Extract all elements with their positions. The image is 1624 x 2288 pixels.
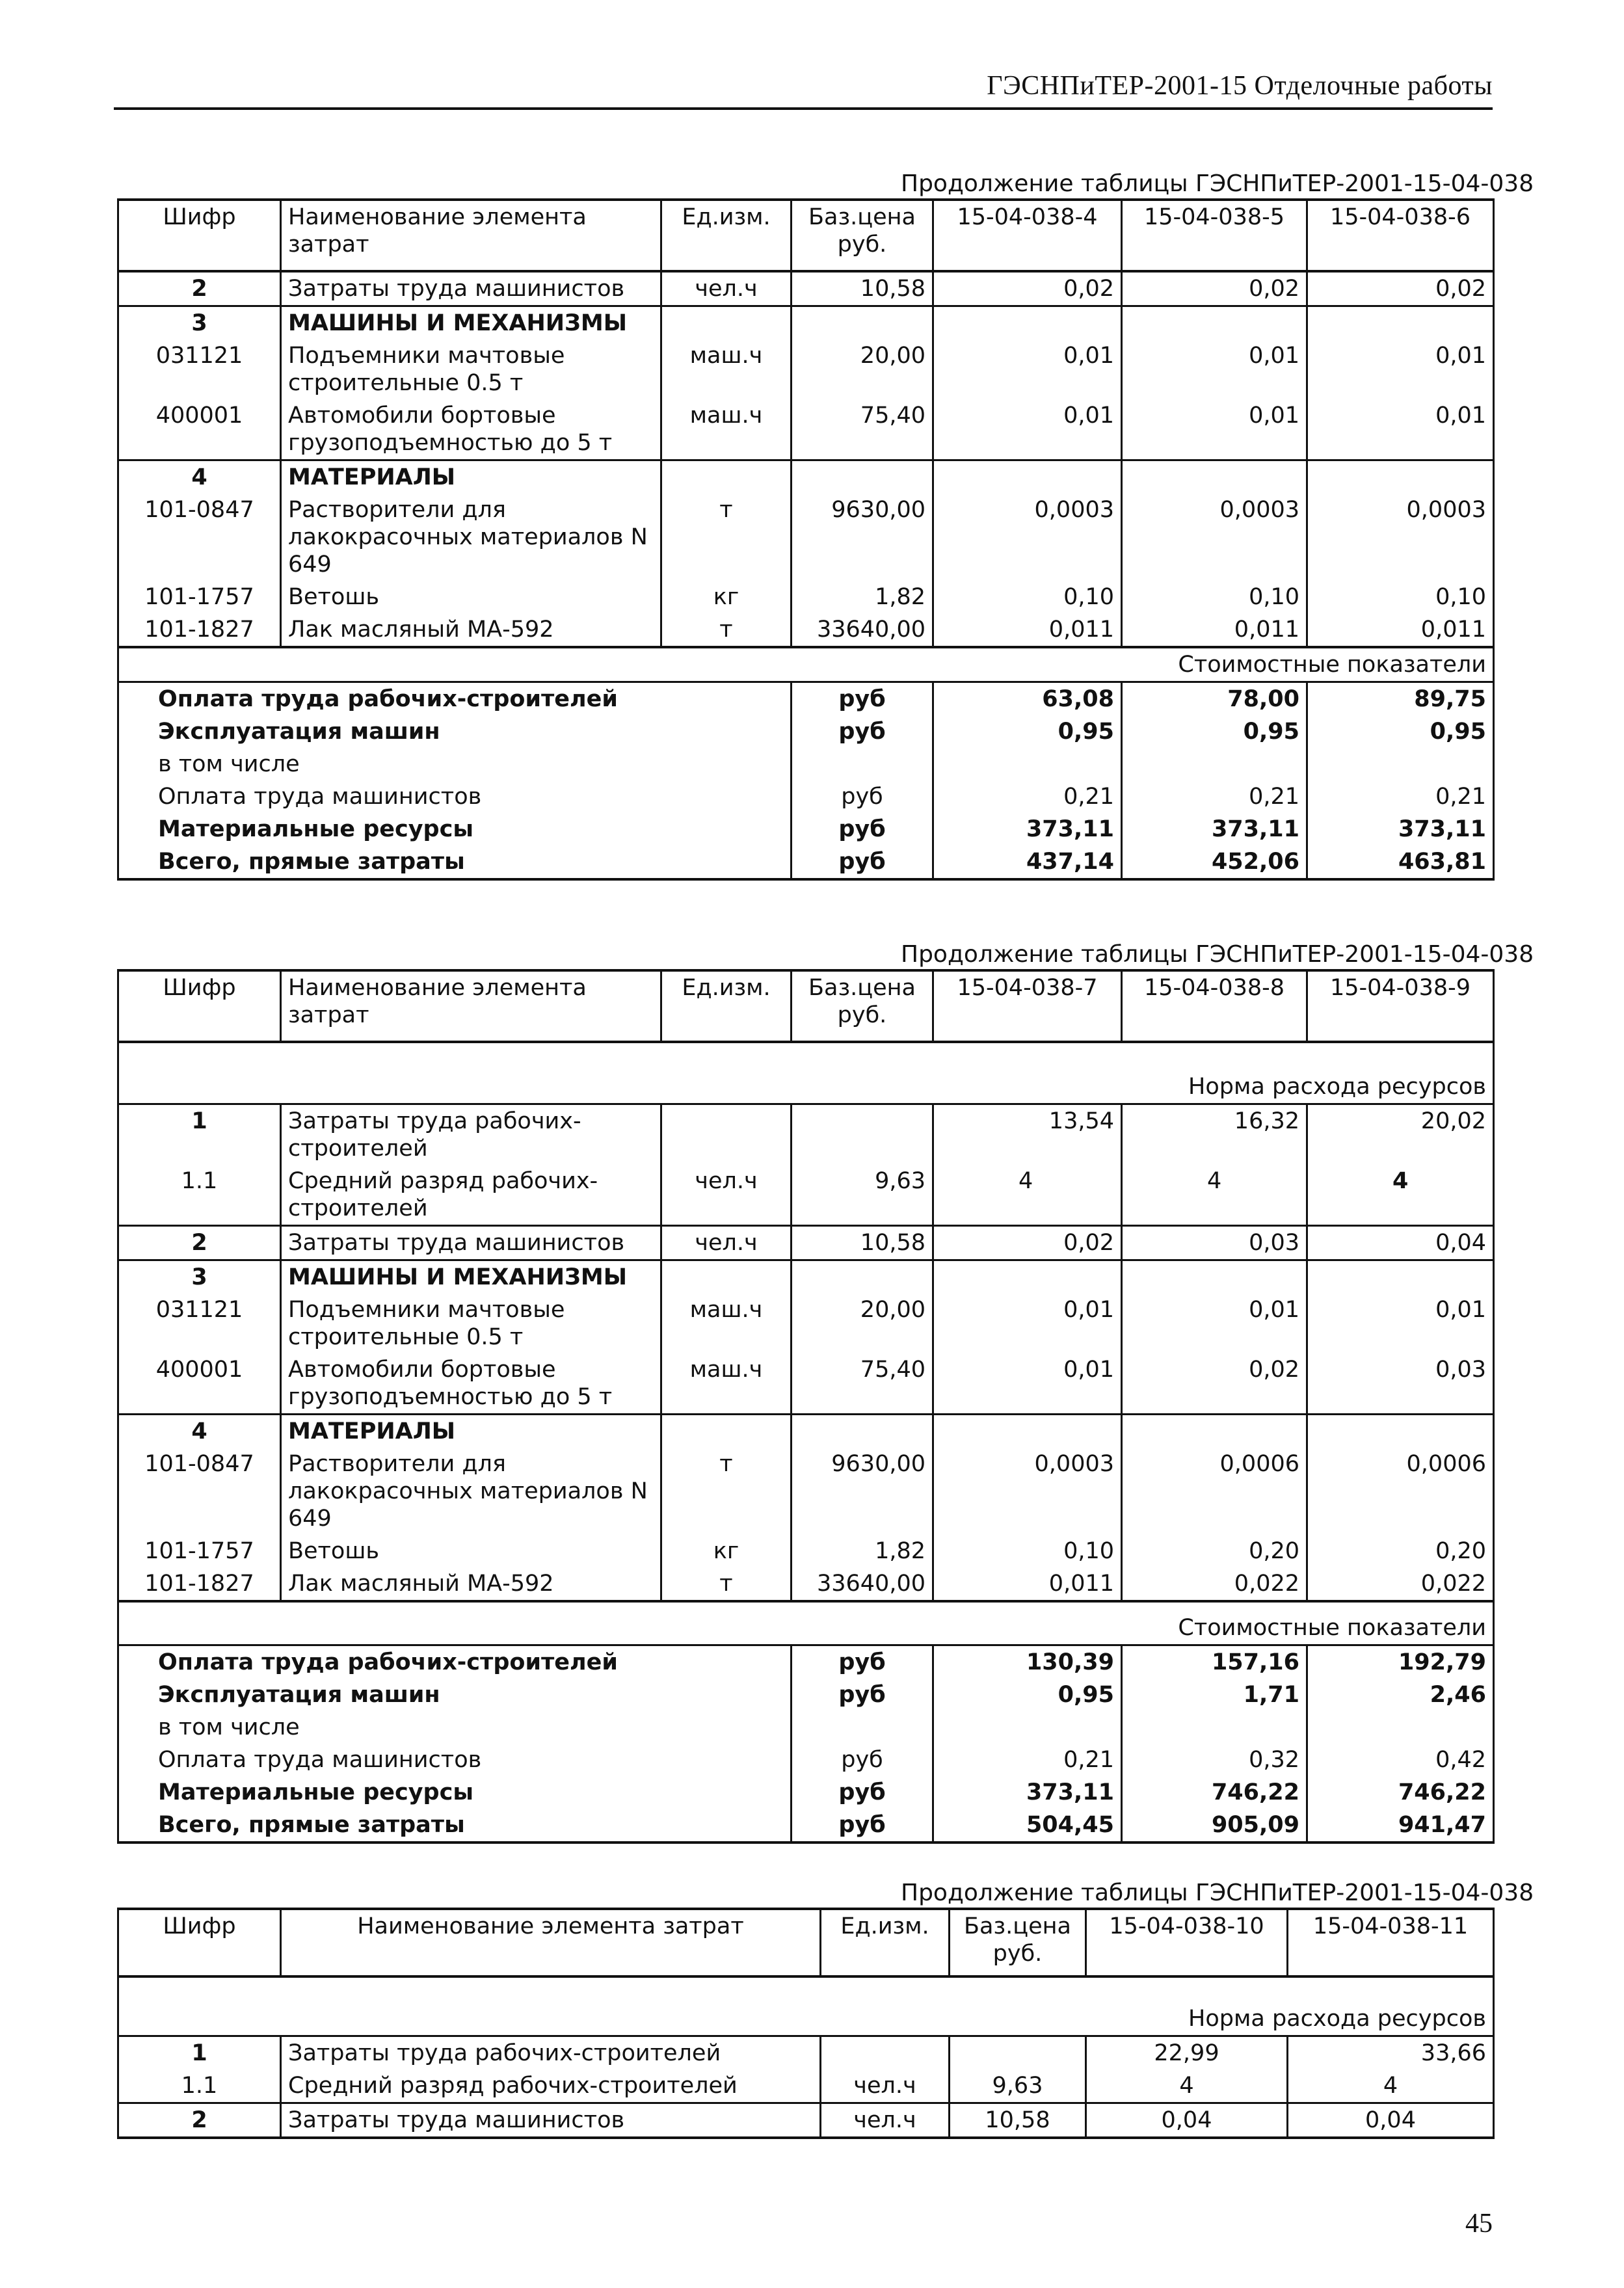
norms-table-2 [117,969,1495,1844]
cost-value: 905,09 [1122,1809,1307,1842]
row-value: 0,0003 [933,1448,1122,1535]
cost-label: Материальные ресурсы [118,1776,792,1809]
row-code: 2 [118,2103,281,2138]
row-code: 3 [118,1260,281,1294]
row-value: 0,02 [1122,1353,1307,1415]
table-row [118,613,1494,647]
cost-value: 0,21 [933,780,1122,813]
table-row [118,1415,1494,1448]
table-row [118,1353,1494,1415]
row-value: 33,66 [1288,2036,1494,2070]
row-value: 0,02 [933,271,1122,306]
row-code: 1.1 [118,1165,281,1226]
cost-value: 746,22 [1122,1776,1307,1809]
row-code: 1.1 [118,2069,281,2103]
cost-row [118,748,1494,780]
row-value: 0,0003 [1122,494,1307,581]
row-code: 1 [118,1104,281,1165]
row-value: 0,022 [1307,1567,1494,1601]
cost-value: 0,95 [933,715,1122,748]
row-name: Ветошь [281,1535,661,1567]
row-value: 4 [933,1165,1122,1226]
row-code: 2 [118,271,281,306]
cost-value: 452,06 [1122,845,1307,879]
row-value: 0,20 [1122,1535,1307,1567]
cost-row [118,715,1494,748]
cost-unit: руб [792,813,933,845]
col-header-variant: 15-04-038-5 [1122,200,1307,271]
row-value: 0,01 [1122,399,1307,460]
norm-section-row [118,1042,1494,1104]
col-header-name: Наименование элемента затрат [281,1909,821,1976]
row-value: 0,011 [933,1567,1122,1601]
cost-value: 0,95 [933,1679,1122,1711]
row-code: 4 [118,1415,281,1448]
row-name: Средний разряд рабочих-строителей [281,2069,821,2103]
row-name: Средний разряд рабочих-строителей [281,1165,661,1226]
cost-row [118,845,1494,879]
table-row [118,1260,1494,1294]
col-header-code: Шифр [118,1909,281,1976]
row-value: 13,54 [933,1104,1122,1165]
row-code: 101-0847 [118,494,281,581]
cost-label: в том числе [118,1711,792,1744]
col-header-unit: Ед.изм. [821,1909,950,1976]
row-value: 0,011 [1122,613,1307,647]
cost-label: Материальные ресурсы [118,813,792,845]
table-row [118,460,1494,494]
running-header: ГЭСНПиТЕР-2001-15 Отделочные работы [987,71,1493,101]
cost-unit: руб [792,1776,933,1809]
row-price: 33640,00 [792,1567,933,1601]
col-header-variant: 15-04-038-4 [933,200,1122,271]
row-value: 0,01 [933,1353,1122,1415]
table-continuation-caption: Продолжение таблицы ГЭСНПиТЕР-2001-15-04-038 [901,170,1534,197]
row-value: 0,02 [1307,271,1494,306]
norms-table-1 [117,198,1495,881]
row-unit: т [661,494,792,581]
col-header-variant: 15-04-038-7 [933,970,1122,1042]
row-code: 400001 [118,1353,281,1415]
table-row [118,271,1494,306]
row-price: 75,40 [792,399,933,460]
row-code: 1 [118,2036,281,2070]
row-unit: маш.ч [661,399,792,460]
row-code: 4 [118,460,281,494]
row-value: 0,02 [1122,271,1307,306]
row-price: 9,63 [792,1165,933,1226]
row-price: 9630,00 [792,1448,933,1535]
row-unit [821,2036,950,2070]
cost-value: 1,71 [1122,1679,1307,1711]
cost-label: в том числе [118,748,792,780]
row-value: 0,10 [933,581,1122,613]
row-price: 9,63 [950,2069,1086,2103]
row-value: 4 [1086,2069,1288,2103]
col-header-variant: 15-04-038-10 [1086,1909,1288,1976]
row-value: 0,022 [1122,1567,1307,1601]
row-price: 20,00 [792,1294,933,1353]
cost-value: 941,47 [1307,1809,1494,1842]
table-row [118,1294,1494,1353]
row-code: 101-0847 [118,1448,281,1535]
row-value: 20,02 [1307,1104,1494,1165]
table-row [118,581,1494,613]
table-row [118,2103,1494,2138]
norms-table-3 [117,1908,1495,2139]
row-name: Растворители для лакокрасочных материалов N 649 [281,494,661,581]
row-price: 1,82 [792,1535,933,1567]
table-row [118,494,1494,581]
row-value: 4 [1288,2069,1494,2103]
row-value: 0,011 [1307,613,1494,647]
cost-row [118,1711,1494,1744]
row-value: 0,01 [1307,339,1494,399]
cost-value: 0,95 [1307,715,1494,748]
row-name: Подъемники мачтовые строительные 0.5 т [281,339,661,399]
cost-label: Эксплуатация машин [118,1679,792,1711]
col-header-variant: 15-04-038-8 [1122,970,1307,1042]
col-header-name: Наименование элемента затрат [281,200,661,271]
cost-section-title: Стоимостные показатели [118,647,1494,682]
row-unit: маш.ч [661,1294,792,1353]
row-name: Затраты труда машинистов [281,271,661,306]
cost-value: 746,22 [1307,1776,1494,1809]
cost-unit: руб [792,1744,933,1776]
row-value: 0,01 [933,399,1122,460]
row-name: Растворители для лакокрасочных материалов N 649 [281,1448,661,1535]
row-price: 33640,00 [792,613,933,647]
table-row [118,1226,1494,1260]
col-header-price: Баз.цена руб. [792,970,933,1042]
row-code: 3 [118,306,281,340]
row-name: Затраты труда рабочих-строителей [281,2036,821,2070]
row-name: МАТЕРИАЛЫ [281,1415,661,1448]
row-value: 0,03 [1307,1353,1494,1415]
cost-unit: руб [792,845,933,879]
cost-row [118,682,1494,716]
cost-section-row [118,1601,1494,1645]
col-header-variant: 15-04-038-11 [1288,1909,1494,1976]
row-name: Подъемники мачтовые строительные 0.5 т [281,1294,661,1353]
row-price: 10,58 [792,271,933,306]
row-code: 2 [118,1226,281,1260]
cost-section-row [118,647,1494,682]
col-header-price: Баз.цена руб. [950,1909,1086,1976]
row-value: 0,01 [1122,339,1307,399]
row-unit [661,1104,792,1165]
row-price: 1,82 [792,581,933,613]
row-value: 0,0003 [933,494,1122,581]
cost-unit: руб [792,1679,933,1711]
cost-label: Всего, прямые затраты [118,845,792,879]
cost-value: 0,21 [1307,780,1494,813]
row-value: 0,01 [1122,1294,1307,1353]
row-unit: чел.ч [661,271,792,306]
cost-label: Оплата труда рабочих-строителей [118,682,792,716]
cost-label: Эксплуатация машин [118,715,792,748]
table-continuation-caption: Продолжение таблицы ГЭСНПиТЕР-2001-15-04-038 [901,1880,1534,1906]
row-unit: т [661,1567,792,1601]
cost-value: 373,11 [933,1776,1122,1809]
row-name: Автомобили бортовые грузоподъемностью до 5 т [281,1353,661,1415]
row-value: 0,0006 [1307,1448,1494,1535]
cost-row [118,1645,1494,1679]
cost-value: 0,95 [1122,715,1307,748]
row-value: 22,99 [1086,2036,1288,2070]
cost-value: 504,45 [933,1809,1122,1842]
table-header-row [118,1909,1494,1976]
col-header-unit: Ед.изм. [661,200,792,271]
row-unit: чел.ч [821,2103,950,2138]
cost-value: 0,21 [1122,780,1307,813]
table-row [118,2069,1494,2103]
row-unit: чел.ч [661,1165,792,1226]
row-name: Ветошь [281,581,661,613]
row-unit: т [661,613,792,647]
row-value: 0,011 [933,613,1122,647]
row-value: 0,10 [933,1535,1122,1567]
cost-row [118,1679,1494,1711]
col-header-price: Баз.цена руб. [792,200,933,271]
row-value: 0,02 [933,1226,1122,1260]
norm-section-title: Норма расхода ресурсов [118,1976,1494,2036]
row-price [792,1104,933,1165]
cost-label: Всего, прямые затраты [118,1809,792,1842]
col-header-unit: Ед.изм. [661,970,792,1042]
row-name: МАШИНЫ И МЕХАНИЗМЫ [281,306,661,340]
table-row [118,1104,1494,1165]
cost-unit: руб [792,715,933,748]
row-price: 9630,00 [792,494,933,581]
row-unit: чел.ч [661,1226,792,1260]
cost-unit: руб [792,1645,933,1679]
row-price: 10,58 [950,2103,1086,2138]
row-name: Лак масляный МА-592 [281,1567,661,1601]
row-price: 10,58 [792,1226,933,1260]
cost-row [118,1809,1494,1842]
row-name: Затраты труда машинистов [281,1226,661,1260]
cost-row [118,1744,1494,1776]
row-value: 0,20 [1307,1535,1494,1567]
cost-value: 89,75 [1307,682,1494,716]
cost-value: 0,42 [1307,1744,1494,1776]
table-row [118,1535,1494,1567]
table-row [118,399,1494,460]
row-price: 75,40 [792,1353,933,1415]
cost-row [118,1776,1494,1809]
table-row [118,1567,1494,1601]
table-row [118,306,1494,340]
table-row [118,339,1494,399]
cost-label: Оплата труда рабочих-строителей [118,1645,792,1679]
row-value: 0,10 [1122,581,1307,613]
row-code: 101-1757 [118,1535,281,1567]
page-number: 45 [1465,2209,1493,2239]
cost-value: 437,14 [933,845,1122,879]
row-name: Лак масляный МА-592 [281,613,661,647]
col-header-code: Шифр [118,200,281,271]
row-value: 0,0003 [1307,494,1494,581]
norm-section-title: Норма расхода ресурсов [118,1042,1494,1104]
row-value: 4 [1122,1165,1307,1226]
cost-unit: руб [792,780,933,813]
row-value: 0,04 [1288,2103,1494,2138]
cost-value: 130,39 [933,1645,1122,1679]
col-header-name: Наименование элемента затрат [281,970,661,1042]
row-name: Затраты труда машинистов [281,2103,821,2138]
cost-label: Оплата труда машинистов [118,1744,792,1776]
row-value: 0,01 [1307,1294,1494,1353]
row-unit: чел.ч [821,2069,950,2103]
col-header-variant: 15-04-038-6 [1307,200,1494,271]
row-unit: т [661,1448,792,1535]
table-row [118,2036,1494,2070]
cost-value: 463,81 [1307,845,1494,879]
cost-value: 0,32 [1122,1744,1307,1776]
row-value: 0,0006 [1122,1448,1307,1535]
row-name: Автомобили бортовые грузоподъемностью до 5 т [281,399,661,460]
table-header-row [118,200,1494,271]
row-value: 0,04 [1307,1226,1494,1260]
col-header-code: Шифр [118,970,281,1042]
row-value: 0,10 [1307,581,1494,613]
row-value: 0,04 [1086,2103,1288,2138]
table-header-row [118,970,1494,1042]
row-code: 400001 [118,399,281,460]
header-rule [114,107,1493,110]
row-value: 0,01 [1307,399,1494,460]
row-price [950,2036,1086,2070]
cost-value: 373,11 [1307,813,1494,845]
cost-value: 78,00 [1122,682,1307,716]
row-code: 101-1757 [118,581,281,613]
cost-value: 192,79 [1307,1645,1494,1679]
table-continuation-caption: Продолжение таблицы ГЭСНПиТЕР-2001-15-04-038 [901,941,1534,968]
row-code: 031121 [118,339,281,399]
row-unit: маш.ч [661,1353,792,1415]
row-value: 0,03 [1122,1226,1307,1260]
row-code: 101-1827 [118,613,281,647]
row-name: МАШИНЫ И МЕХАНИЗМЫ [281,1260,661,1294]
cost-unit: руб [792,682,933,716]
row-unit: маш.ч [661,339,792,399]
cost-value: 63,08 [933,682,1122,716]
cost-value: 373,11 [1122,813,1307,845]
row-unit: кг [661,581,792,613]
cost-section-title: Стоимостные показатели [118,1601,1494,1645]
row-price: 20,00 [792,339,933,399]
row-value: 0,01 [933,339,1122,399]
table-row [118,1448,1494,1535]
row-value: 16,32 [1122,1104,1307,1165]
cost-value: 373,11 [933,813,1122,845]
row-unit: кг [661,1535,792,1567]
row-value: 4 [1307,1165,1494,1226]
cost-value: 157,16 [1122,1645,1307,1679]
norm-section-row [118,1976,1494,2036]
cost-value: 0,21 [933,1744,1122,1776]
cost-row [118,813,1494,845]
row-value: 0,01 [933,1294,1122,1353]
cost-unit: руб [792,1809,933,1842]
cost-row [118,780,1494,813]
row-name: МАТЕРИАЛЫ [281,460,661,494]
row-code: 101-1827 [118,1567,281,1601]
cost-label: Оплата труда машинистов [118,780,792,813]
cost-value: 2,46 [1307,1679,1494,1711]
col-header-variant: 15-04-038-9 [1307,970,1494,1042]
table-row [118,1165,1494,1226]
row-code: 031121 [118,1294,281,1353]
row-name: Затраты труда рабочих-строителей [281,1104,661,1165]
